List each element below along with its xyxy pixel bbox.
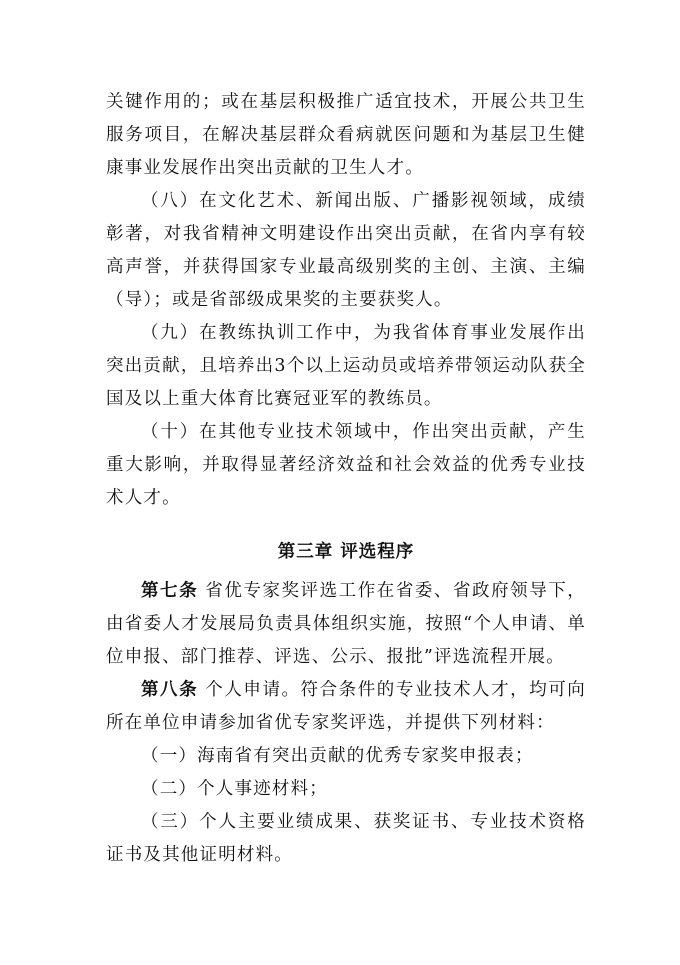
paragraph-item-ten: （十）在其他专业技术领域中，作出突出贡献，产生重大影响，并取得显著经济效益和社会效益的优秀专业技术人才。 <box>106 422 586 508</box>
article-seven <box>106 575 586 674</box>
paragraph-item-nine: （九）在教练执训工作中，为我省体育事业发展作出突出贡献，且培养出3个以上运动员或培养带领运动队获全国及以上重大体育比赛冠亚军的教练员。 <box>106 323 586 409</box>
chapter-title: 第三章 评选程序 <box>277 542 415 562</box>
article-eight-label: 第八条 <box>141 680 199 700</box>
article-eight-text: 个人申请。符合条件的专业技术人才，均可向所在单位申请参加省优专家奖评选，并提供下列材料： <box>106 680 586 733</box>
material-item-one: （一）海南省有突出贡献的优秀专家奖申报表； <box>141 746 534 766</box>
material-item-three: （三）个人主要业绩成果、获奖证书、专业技术资格证书及其他证明材料。 <box>106 812 586 865</box>
article-eight <box>106 674 586 740</box>
paragraph-health-talent-continued: 关键作用的；或在基层积极推广适宜技术，开展公共卫生服务项目，在解决基层群众看病就医问题和为基层卫生健康事业发展作出突出贡献的卫生人才。 <box>106 92 586 178</box>
article-seven-text: 省优专家奖评选工作在省委、省政府领导下，由省委人才发展局负责具体组织实施，按照“个人申请、单位申报、部门推荐、评选、公示、报批”评选流程开展。 <box>106 581 586 667</box>
article-seven-label: 第七条 <box>141 581 199 601</box>
document-body <box>106 86 586 872</box>
paragraph-item-eight: （八）在文化艺术、新闻出版、广播影视领域，成绩彰著，对我省精神文明建设作出突出贡献，在省内享有较高声誉，并获得国家专业最高级别奖的主创、主演、主编（导）；或是省部级成果奖的主要获奖人。 <box>106 191 586 310</box>
material-item-two: （二）个人事迹材料； <box>141 779 328 799</box>
